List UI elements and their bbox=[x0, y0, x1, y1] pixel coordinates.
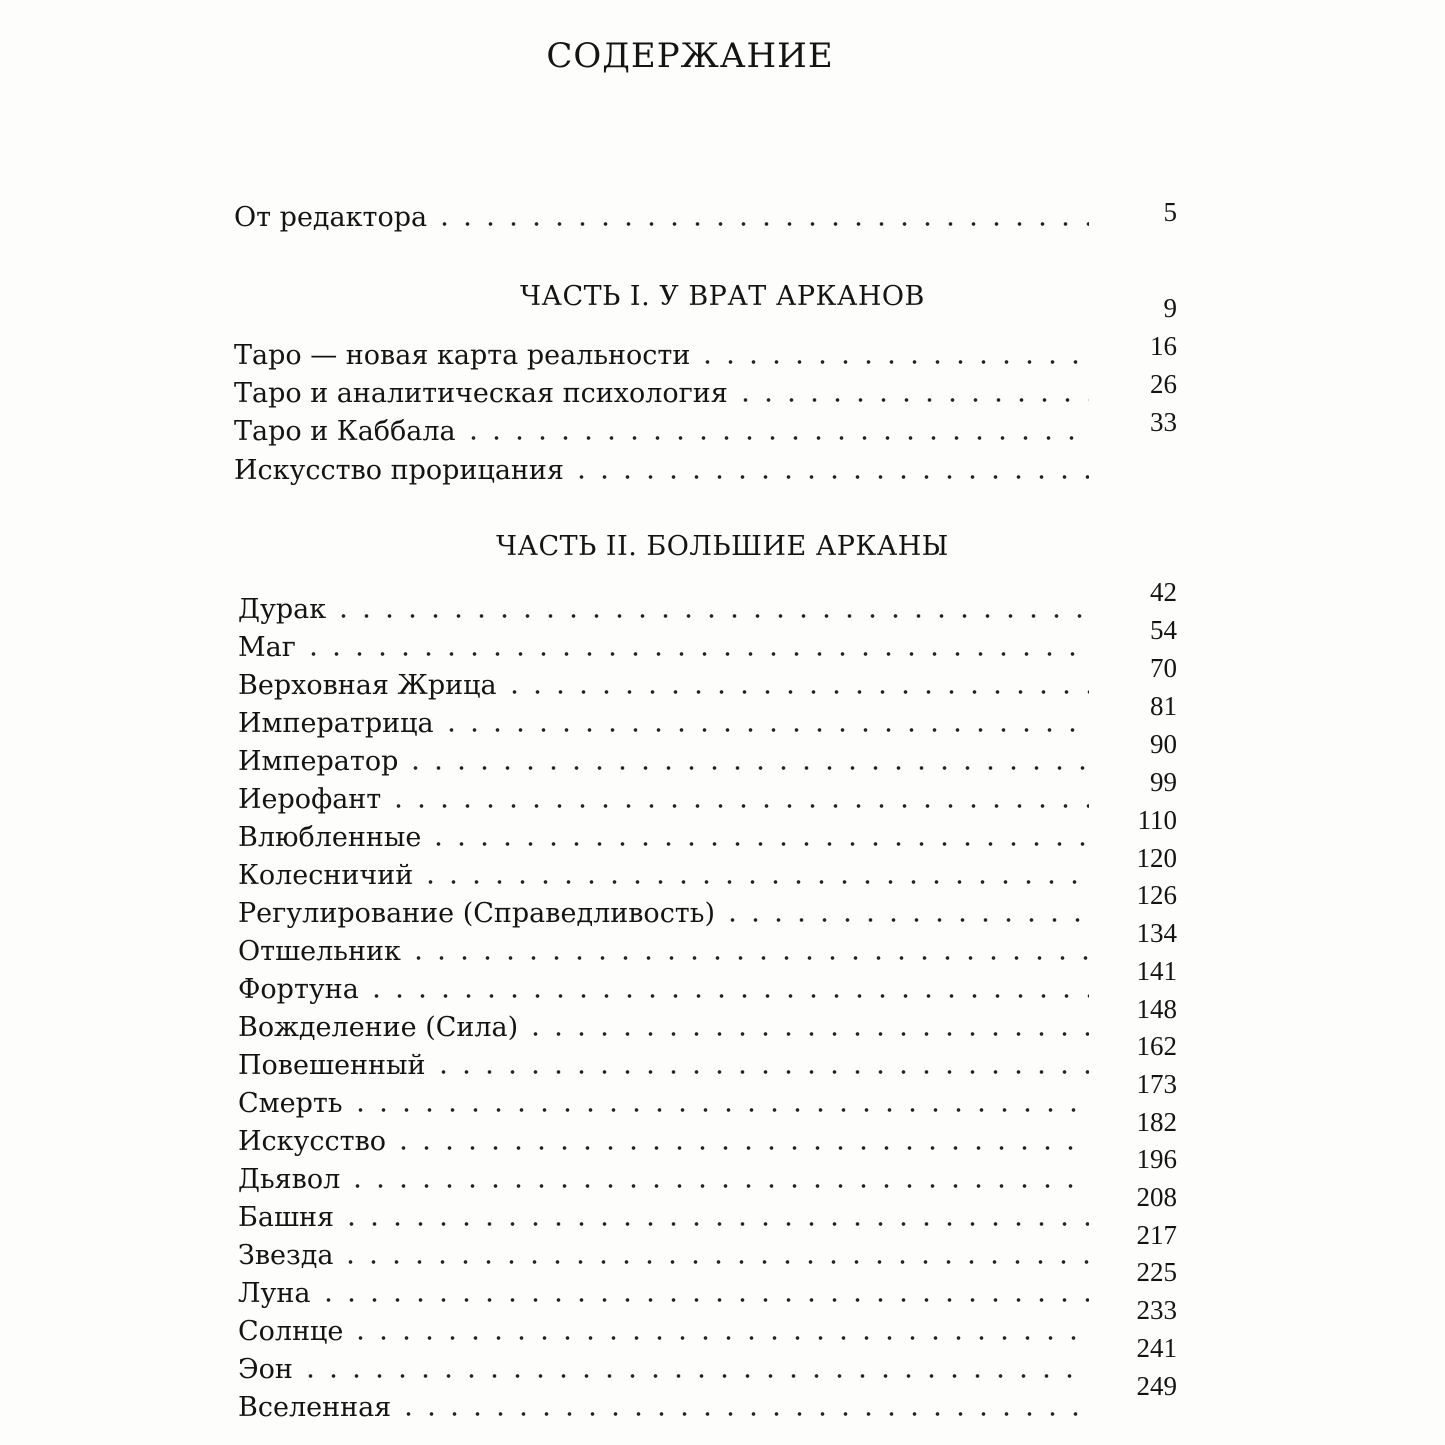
toc-page-number: 99 bbox=[1150, 767, 1177, 797]
toc-entry-label: Иерофант bbox=[238, 784, 382, 815]
dot-leader bbox=[397, 1411, 1089, 1417]
dot-leader bbox=[387, 803, 1089, 809]
toc-entry bbox=[238, 1158, 1109, 1196]
dot-leader bbox=[419, 879, 1089, 885]
toc-entry bbox=[238, 626, 1109, 664]
toc-entry-label: Таро — новая карта реальности bbox=[234, 340, 691, 371]
toc-entry bbox=[234, 334, 1109, 372]
toc-entry-label: Регулирование (Справедливость) bbox=[238, 898, 715, 929]
toc-page-number: 134 bbox=[1136, 918, 1177, 948]
toc-entry-label: Колесничий bbox=[238, 860, 414, 891]
toc-entry-label: Дьявол bbox=[238, 1164, 341, 1195]
toc-entry bbox=[238, 1082, 1109, 1120]
toc-entry-label: Повешенный bbox=[238, 1050, 426, 1081]
dot-leader bbox=[462, 435, 1089, 441]
toc-page-number: 110 bbox=[1137, 805, 1177, 835]
toc-entry bbox=[238, 1310, 1109, 1348]
dot-leader bbox=[570, 474, 1089, 480]
toc-entry bbox=[238, 1348, 1109, 1386]
toc-entry bbox=[238, 816, 1109, 854]
dot-leader bbox=[407, 955, 1089, 961]
toc-page-number: 217 bbox=[1136, 1220, 1177, 1250]
toc-entry bbox=[238, 1120, 1109, 1158]
toc-page-number: 225 bbox=[1136, 1257, 1177, 1287]
part1-heading: ЧАСТЬ I. У ВРАТ АРКАНОВ bbox=[520, 281, 925, 312]
dot-leader bbox=[317, 1297, 1089, 1303]
toc-entry-label: Звезда bbox=[238, 1240, 334, 1271]
toc-page-number: 81 bbox=[1150, 691, 1177, 721]
toc-page-number: 9 bbox=[1163, 293, 1177, 323]
toc-entry bbox=[234, 410, 1109, 448]
toc-entry-label: Таро и Каббала bbox=[234, 416, 456, 447]
toc-page-number: 173 bbox=[1136, 1069, 1177, 1099]
dot-leader bbox=[339, 1259, 1089, 1265]
toc-page-number: 5 bbox=[1163, 197, 1177, 227]
toc-page-number: 126 bbox=[1136, 880, 1177, 910]
dot-leader bbox=[427, 841, 1089, 847]
toc-entry-label: От редактора bbox=[234, 202, 428, 233]
dot-leader bbox=[503, 689, 1089, 695]
toc-page-number: 90 bbox=[1150, 729, 1177, 759]
toc-page-number: 33 bbox=[1150, 407, 1177, 437]
toc-entry bbox=[238, 588, 1109, 626]
toc-entry bbox=[238, 892, 1109, 930]
toc-entry bbox=[234, 372, 1109, 410]
dot-leader bbox=[433, 221, 1089, 227]
dot-leader bbox=[349, 1335, 1089, 1341]
dot-leader bbox=[696, 359, 1089, 365]
dot-leader bbox=[432, 1069, 1089, 1075]
toc-entry-label: Отшельник bbox=[238, 936, 401, 967]
toc-entry-label: Влюбленные bbox=[238, 822, 422, 853]
toc-entry-label: Эон bbox=[238, 1354, 293, 1385]
toc-page-number: 54 bbox=[1150, 615, 1177, 645]
dot-leader bbox=[349, 1107, 1089, 1113]
toc-entry bbox=[238, 930, 1109, 968]
toc-entry bbox=[238, 1006, 1109, 1044]
toc-entry-label: Таро и аналитическая психология bbox=[234, 378, 728, 409]
toc-page-number: 70 bbox=[1150, 653, 1177, 683]
toc-entry bbox=[238, 968, 1109, 1006]
dot-leader bbox=[302, 651, 1089, 657]
toc-entry bbox=[238, 664, 1109, 702]
dot-leader bbox=[721, 917, 1089, 923]
part2-heading: ЧАСТЬ II. БОЛЬШИЕ АРКАНЫ bbox=[496, 531, 949, 562]
toc-entry bbox=[238, 1234, 1109, 1272]
toc-entry-label: Искусство bbox=[238, 1126, 387, 1157]
dot-leader bbox=[440, 727, 1089, 733]
toc-entry-label: Императрица bbox=[238, 708, 434, 739]
toc-entry-label: Башня bbox=[238, 1202, 335, 1233]
toc-page-number: 208 bbox=[1136, 1182, 1177, 1212]
toc-page-number: 162 bbox=[1136, 1031, 1177, 1061]
toc-page-number: 241 bbox=[1136, 1333, 1177, 1363]
toc-page-number: 233 bbox=[1136, 1295, 1177, 1325]
dot-leader bbox=[365, 993, 1089, 999]
toc-entry-label: Смерть bbox=[238, 1088, 343, 1119]
toc-entry bbox=[238, 702, 1109, 740]
toc-entry bbox=[238, 1386, 1109, 1424]
toc-entry-label: Солнце bbox=[238, 1316, 344, 1347]
dot-leader bbox=[734, 397, 1089, 403]
dot-leader bbox=[392, 1145, 1089, 1151]
dot-leader bbox=[299, 1373, 1089, 1379]
toc-entry-label: Верховная Жрица bbox=[238, 670, 497, 701]
toc-entry-label: Фортуна bbox=[238, 974, 359, 1005]
toc-entry-editor bbox=[234, 196, 1109, 234]
toc-entry-label: Вселенная bbox=[238, 1392, 392, 1423]
toc-page-number: 182 bbox=[1136, 1107, 1177, 1137]
toc-page-number: 26 bbox=[1150, 369, 1177, 399]
toc-entry-label: Император bbox=[238, 746, 399, 777]
toc-entry-label: Маг bbox=[238, 632, 296, 663]
toc-page-number: 148 bbox=[1136, 994, 1177, 1024]
toc-page-number: 42 bbox=[1150, 577, 1177, 607]
toc-entry bbox=[234, 449, 1109, 487]
toc-page-number: 249 bbox=[1136, 1371, 1177, 1401]
toc-entry bbox=[238, 778, 1109, 816]
dot-leader bbox=[524, 1031, 1089, 1037]
toc-entry-label: Вожделение (Сила) bbox=[238, 1012, 519, 1043]
toc-entry bbox=[238, 740, 1109, 778]
toc-entry-label: Дурак bbox=[238, 594, 327, 625]
toc-entry bbox=[238, 1272, 1109, 1310]
toc-page-number: 16 bbox=[1150, 331, 1177, 361]
toc-entry bbox=[238, 1044, 1109, 1082]
toc-entry-label: Искусство прорицания bbox=[234, 455, 564, 486]
dot-leader bbox=[404, 765, 1089, 771]
dot-leader bbox=[346, 1183, 1089, 1189]
dot-leader bbox=[332, 613, 1089, 619]
dot-leader bbox=[340, 1221, 1089, 1227]
toc-page-number: 141 bbox=[1136, 956, 1177, 986]
page-title: СОДЕРЖАНИЕ bbox=[546, 36, 834, 76]
toc-page-number: 196 bbox=[1136, 1144, 1177, 1174]
toc-page-number: 120 bbox=[1136, 843, 1177, 873]
toc-entry bbox=[238, 854, 1109, 892]
toc-entry bbox=[238, 1196, 1109, 1234]
toc-entry-label: Луна bbox=[238, 1278, 311, 1309]
